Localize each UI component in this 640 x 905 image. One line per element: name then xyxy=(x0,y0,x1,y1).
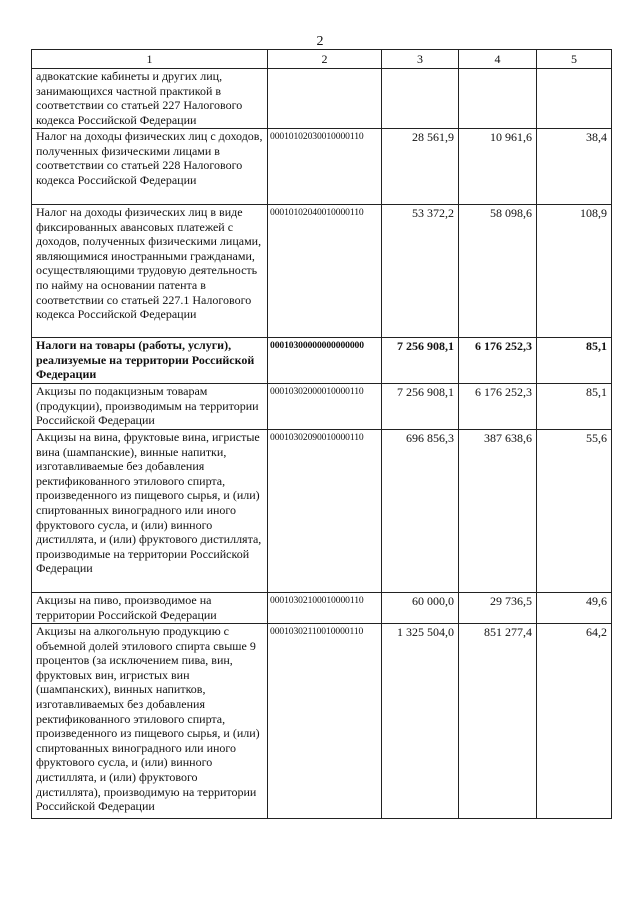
page-number: 2 xyxy=(316,34,324,49)
row-col3 xyxy=(382,69,459,129)
row-name: Акцизы на алкогольную продукцию с объемной долей этилового спирта свыше 9 процентов (за исключением пива, вин, фруктовых вин, игристых вин (шампанских), винных напитков, изготавливаемых без добавления ректификованного этилового спирта, произведенного из пищевого сырья, и (или) спиртованных виноградного или иного фруктового сусла, и (или) винного дистиллята, и (или) фруктового дистиллята), производимую на территории Российской Федерации xyxy=(32,624,268,819)
row-col4: 58 098,6 xyxy=(459,205,537,338)
header-col-1: 1 xyxy=(32,50,268,69)
table-row xyxy=(32,624,612,819)
row-col5 xyxy=(537,69,612,129)
row-code: 00010302100010000110 xyxy=(268,593,382,624)
header-col-2: 2 xyxy=(268,50,382,69)
row-name: Налоги на товары (работы, услуги), реализуемые на территории Российской Федерации xyxy=(32,338,268,384)
row-col4: 6 176 252,3 xyxy=(459,338,537,384)
header-col-4: 4 xyxy=(459,50,537,69)
row-col3: 7 256 908,1 xyxy=(382,338,459,384)
row-col5: 64,2 xyxy=(537,624,612,819)
row-code: 00010302090010000110 xyxy=(268,430,382,593)
row-code xyxy=(268,69,382,129)
table-row xyxy=(32,129,612,205)
header-col-3: 3 xyxy=(382,50,459,69)
header-col-5: 5 xyxy=(537,50,612,69)
table-row xyxy=(32,69,612,129)
row-col4 xyxy=(459,69,537,129)
table-row-section xyxy=(32,338,612,384)
row-col3: 60 000,0 xyxy=(382,593,459,624)
row-col5: 49,6 xyxy=(537,593,612,624)
row-col3: 53 372,2 xyxy=(382,205,459,338)
row-code: 00010102040010000110 xyxy=(268,205,382,338)
row-col5: 85,1 xyxy=(537,384,612,430)
row-col3: 28 561,9 xyxy=(382,129,459,205)
row-col4: 29 736,5 xyxy=(459,593,537,624)
header-row xyxy=(32,50,612,69)
row-code: 00010300000000000000 xyxy=(268,338,382,384)
table-row xyxy=(32,430,612,593)
row-name: Налог на доходы физических лиц в виде фиксированных авансовых платежей с доходов, полученных физическими лицами, являющимися иностранными гражданами, осуществляющими трудовую деятельность по найму на основании патента в соответствии со статьей 227.1 Налогового кодекса Российской Федерации xyxy=(32,205,268,338)
row-col4: 6 176 252,3 xyxy=(459,384,537,430)
table-row xyxy=(32,384,612,430)
row-col3: 7 256 908,1 xyxy=(382,384,459,430)
row-col4: 851 277,4 xyxy=(459,624,537,819)
row-code: 00010102030010000110 xyxy=(268,129,382,205)
row-col5: 85,1 xyxy=(537,338,612,384)
row-name: Акцизы по подакцизным товарам (продукции), производимым на территории Российской Федерации xyxy=(32,384,268,430)
row-col5: 38,4 xyxy=(537,129,612,205)
row-col4: 387 638,6 xyxy=(459,430,537,593)
row-col3: 696 856,3 xyxy=(382,430,459,593)
row-code: 00010302110010000110 xyxy=(268,624,382,819)
row-col3: 1 325 504,0 xyxy=(382,624,459,819)
row-name: Акцизы на пиво, производимое на территории Российской Федерации xyxy=(32,593,268,624)
row-name: Налог на доходы физических лиц с доходов, полученных физическими лицами в соответствии со статьей 228 Налогового кодекса Российской Федерации xyxy=(32,129,268,205)
row-col4: 10 961,6 xyxy=(459,129,537,205)
table-row xyxy=(32,593,612,624)
row-col5: 108,9 xyxy=(537,205,612,338)
row-name: Акцизы на вина, фруктовые вина, игристые вина (шампанские), винные напитки, изготавливаемые без добавления ректификованного этилового спирта, произведенного из пищевого сырья, и (или) спиртованных виноградного или иного фруктового сусла, и (или) винного дистиллята, и (или) фруктового дистиллята, производимые на территории Российской Федерации xyxy=(32,430,268,593)
table-row xyxy=(32,205,612,338)
budget-table xyxy=(31,49,612,819)
row-name: адвокатские кабинеты и других лиц, занимающихся частной практикой в соответствии со статьей 227 Налогового кодекса Российской Федерации xyxy=(32,69,268,129)
row-code: 00010302000010000110 xyxy=(268,384,382,430)
row-col5: 55,6 xyxy=(537,430,612,593)
